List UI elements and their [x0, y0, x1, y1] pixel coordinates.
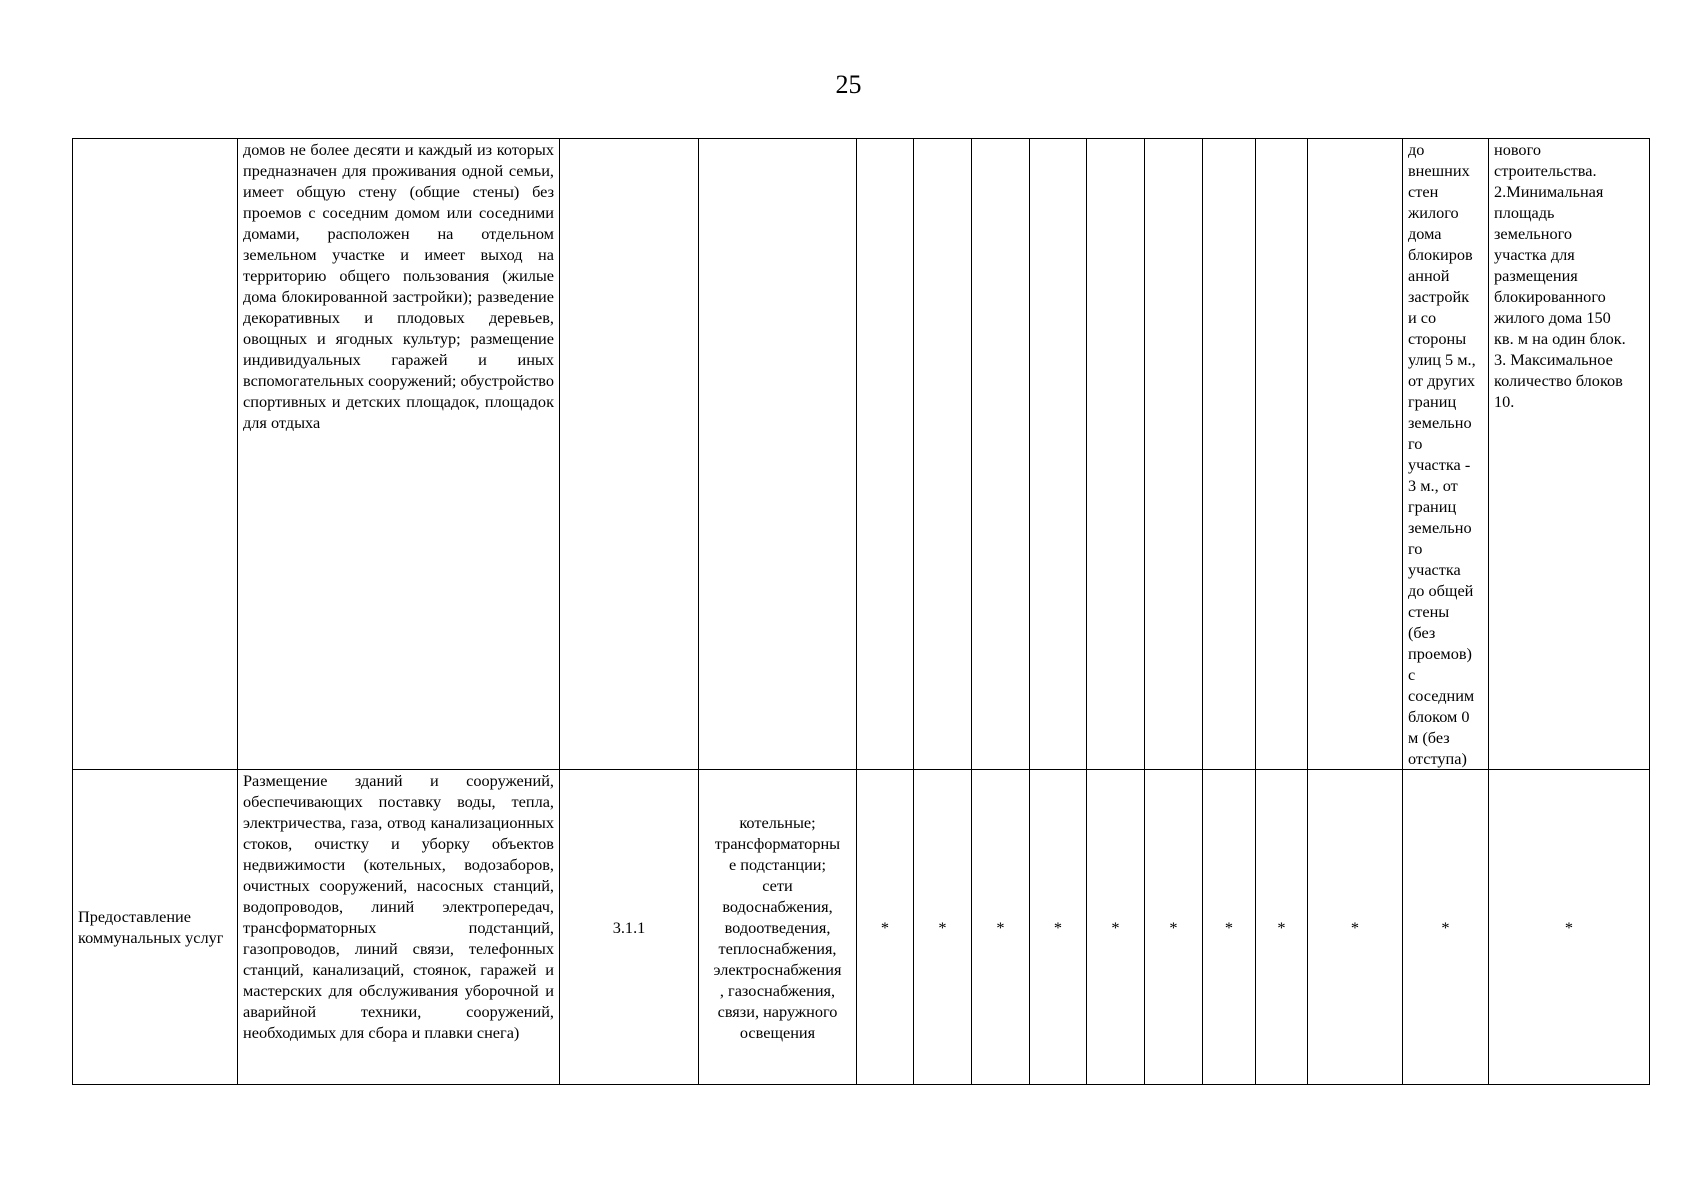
cell-param [972, 139, 1030, 770]
cell-description: домов не более десяти и каждый из которых предназначен для проживания одной семьи, имеет общую стену (общие стены) без проемов с соседним домом или соседними домами, расположен на отдельном земельном участке и имеет выход на территорию общего пользования (жилые дома блокированной застройки); разведение декоративных и плодовых деревьев, овощных и ягодных культур; размещение индивидуальных гаражей и иных вспомогательных сооружений; обустройство спортивных и детских площадок, площадок для отдыха [238, 139, 560, 770]
cell-mark: * [1308, 770, 1403, 1085]
cell-param [1203, 139, 1256, 770]
cell-param [914, 139, 972, 770]
cell-mark: * [1403, 770, 1489, 1085]
cell-description: Размещение зданий и сооружений, обеспечивающих поставку воды, тепла, электричества, газа, отвод канализационных стоков, очистку и уборку объектов недвижимости (котельных, водозаборов, очистных сооружений, насосных станций, водопроводов, линий электропередач, трансформаторных подстанций, газопроводов, линий связи, телефонных станций, канализаций, стоянок, гаражей и мастерских для обслуживания уборочной и аварийной техники, сооружений, необходимых для сбора и плавки снега) [238, 770, 560, 1085]
cell-name: Предоставление коммунальных услуг [73, 770, 238, 1085]
cell-mark: * [1087, 770, 1145, 1085]
cell-mark: * [914, 770, 972, 1085]
cell-mark: * [1030, 770, 1087, 1085]
zoning-table [72, 138, 1650, 1085]
cell-mark: * [1489, 770, 1650, 1085]
cell-objects [699, 139, 857, 770]
page-number: 25 [835, 70, 862, 99]
cell-param [1087, 139, 1145, 770]
table-row [73, 139, 1650, 770]
cell-param [1256, 139, 1308, 770]
cell-notes: нового строительства. 2.Минимальная площадь земельного участка для размещения блокированного жилого дома 150 кв. м на один блок. 3. Максимальное количество блоков 10. [1489, 139, 1650, 770]
cell-param [857, 139, 914, 770]
cell-mark: * [972, 770, 1030, 1085]
cell-param [1145, 139, 1203, 770]
cell-mark: * [1203, 770, 1256, 1085]
cell-name [73, 139, 238, 770]
cell-param [1030, 139, 1087, 770]
cell-mark: * [1145, 770, 1203, 1085]
cell-setbacks: до внешних стен жилого дома блокиров анной застройк и со стороны улиц 5 м., от других границ земельно го участка - 3 м., от границ земельно го участка до общей стены (без проемов) с соседним блоком 0 м (без отступа) [1403, 139, 1489, 770]
cell-code: 3.1.1 [560, 770, 699, 1085]
cell-objects: котельные; трансформаторны е подстанции; сети водоснабжения, водоотведения, теплоснабжения, электроснабжения , газоснабжения, связи, наружного освещения [699, 770, 857, 1085]
cell-mark: * [857, 770, 914, 1085]
table-row [73, 770, 1650, 1085]
cell-mark: * [1256, 770, 1308, 1085]
cell-code [560, 139, 699, 770]
cell-param [1308, 139, 1403, 770]
